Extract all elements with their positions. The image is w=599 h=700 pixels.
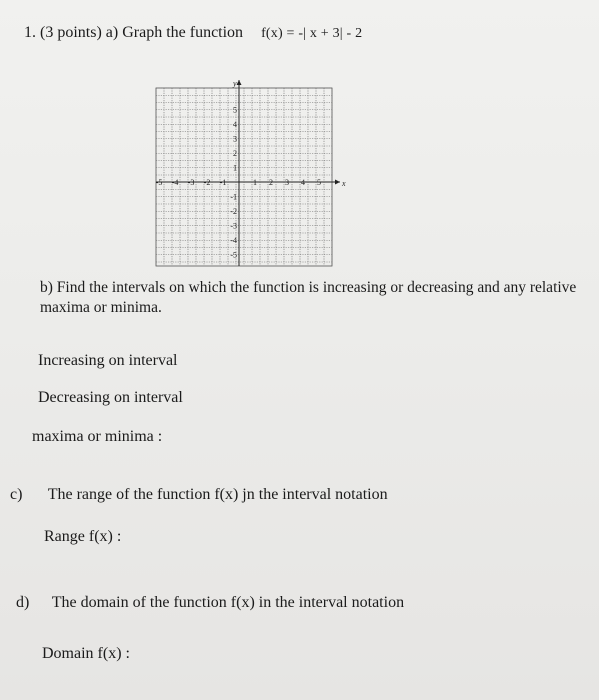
y-axis-arrow: [237, 80, 242, 85]
y-tick-label: 5: [233, 105, 237, 115]
range-label: Range f(x) :: [44, 528, 122, 545]
x-axis-arrow: [335, 180, 340, 185]
question-c-text: The range of the function f(x) jn the interval notation: [47, 486, 388, 503]
y-tick-label: 3: [233, 134, 237, 144]
question-d-label: d): [16, 594, 30, 611]
domain-label: Domain f(x) :: [42, 645, 130, 662]
increasing-label: Increasing on interval: [38, 352, 178, 369]
x-axis-label: x: [342, 179, 346, 188]
x-tick-label: -1: [219, 178, 227, 187]
axes: [156, 80, 340, 266]
question-c: [10, 486, 388, 504]
y-tick-label: 2: [233, 149, 237, 158]
question-number: 1.: [24, 24, 36, 41]
question-points: (3 points) a): [40, 24, 119, 41]
x-tick-label: -4: [171, 178, 179, 187]
y-tick-label: -5: [230, 250, 237, 260]
y-tick-label: -4: [230, 236, 237, 245]
question-c-label: c): [10, 486, 23, 503]
x-tick-label: -5: [155, 178, 163, 187]
question-d: [16, 594, 404, 612]
grid-lines: [156, 88, 332, 266]
decreasing-label: Decreasing on interval: [38, 389, 183, 406]
question-d-text: The domain of the function f(x) in the interval notation: [51, 594, 405, 611]
maxima-minima-label: maxima or minima :: [32, 428, 163, 445]
x-tick-label: 4: [301, 178, 305, 187]
x-tick-label: 2: [269, 178, 273, 187]
function-expression: f(x) = -| x + 3| - 2: [261, 26, 363, 41]
y-axis-label: y: [233, 79, 237, 88]
x-tick-label: -3: [187, 178, 195, 187]
y-tick-label: 1: [233, 163, 237, 173]
x-tick-label: 5: [317, 178, 321, 187]
question-b: b) Find the intervals on which the function is increasing or decreasing and any relative maxima or minima.: [40, 279, 577, 316]
x-tick-label: -2: [203, 178, 211, 187]
x-tick-label: 1: [253, 178, 257, 187]
tick-labels: [156, 79, 346, 260]
question-1-heading: [24, 24, 362, 42]
x-tick-label: 3: [285, 178, 289, 187]
question-text: Graph the function: [122, 24, 244, 41]
y-tick-label: -1: [230, 192, 237, 202]
y-tick-label: 4: [233, 120, 237, 129]
y-tick-label: -3: [230, 221, 237, 231]
coordinate-grid: [152, 78, 348, 272]
y-tick-label: -2: [230, 207, 237, 216]
